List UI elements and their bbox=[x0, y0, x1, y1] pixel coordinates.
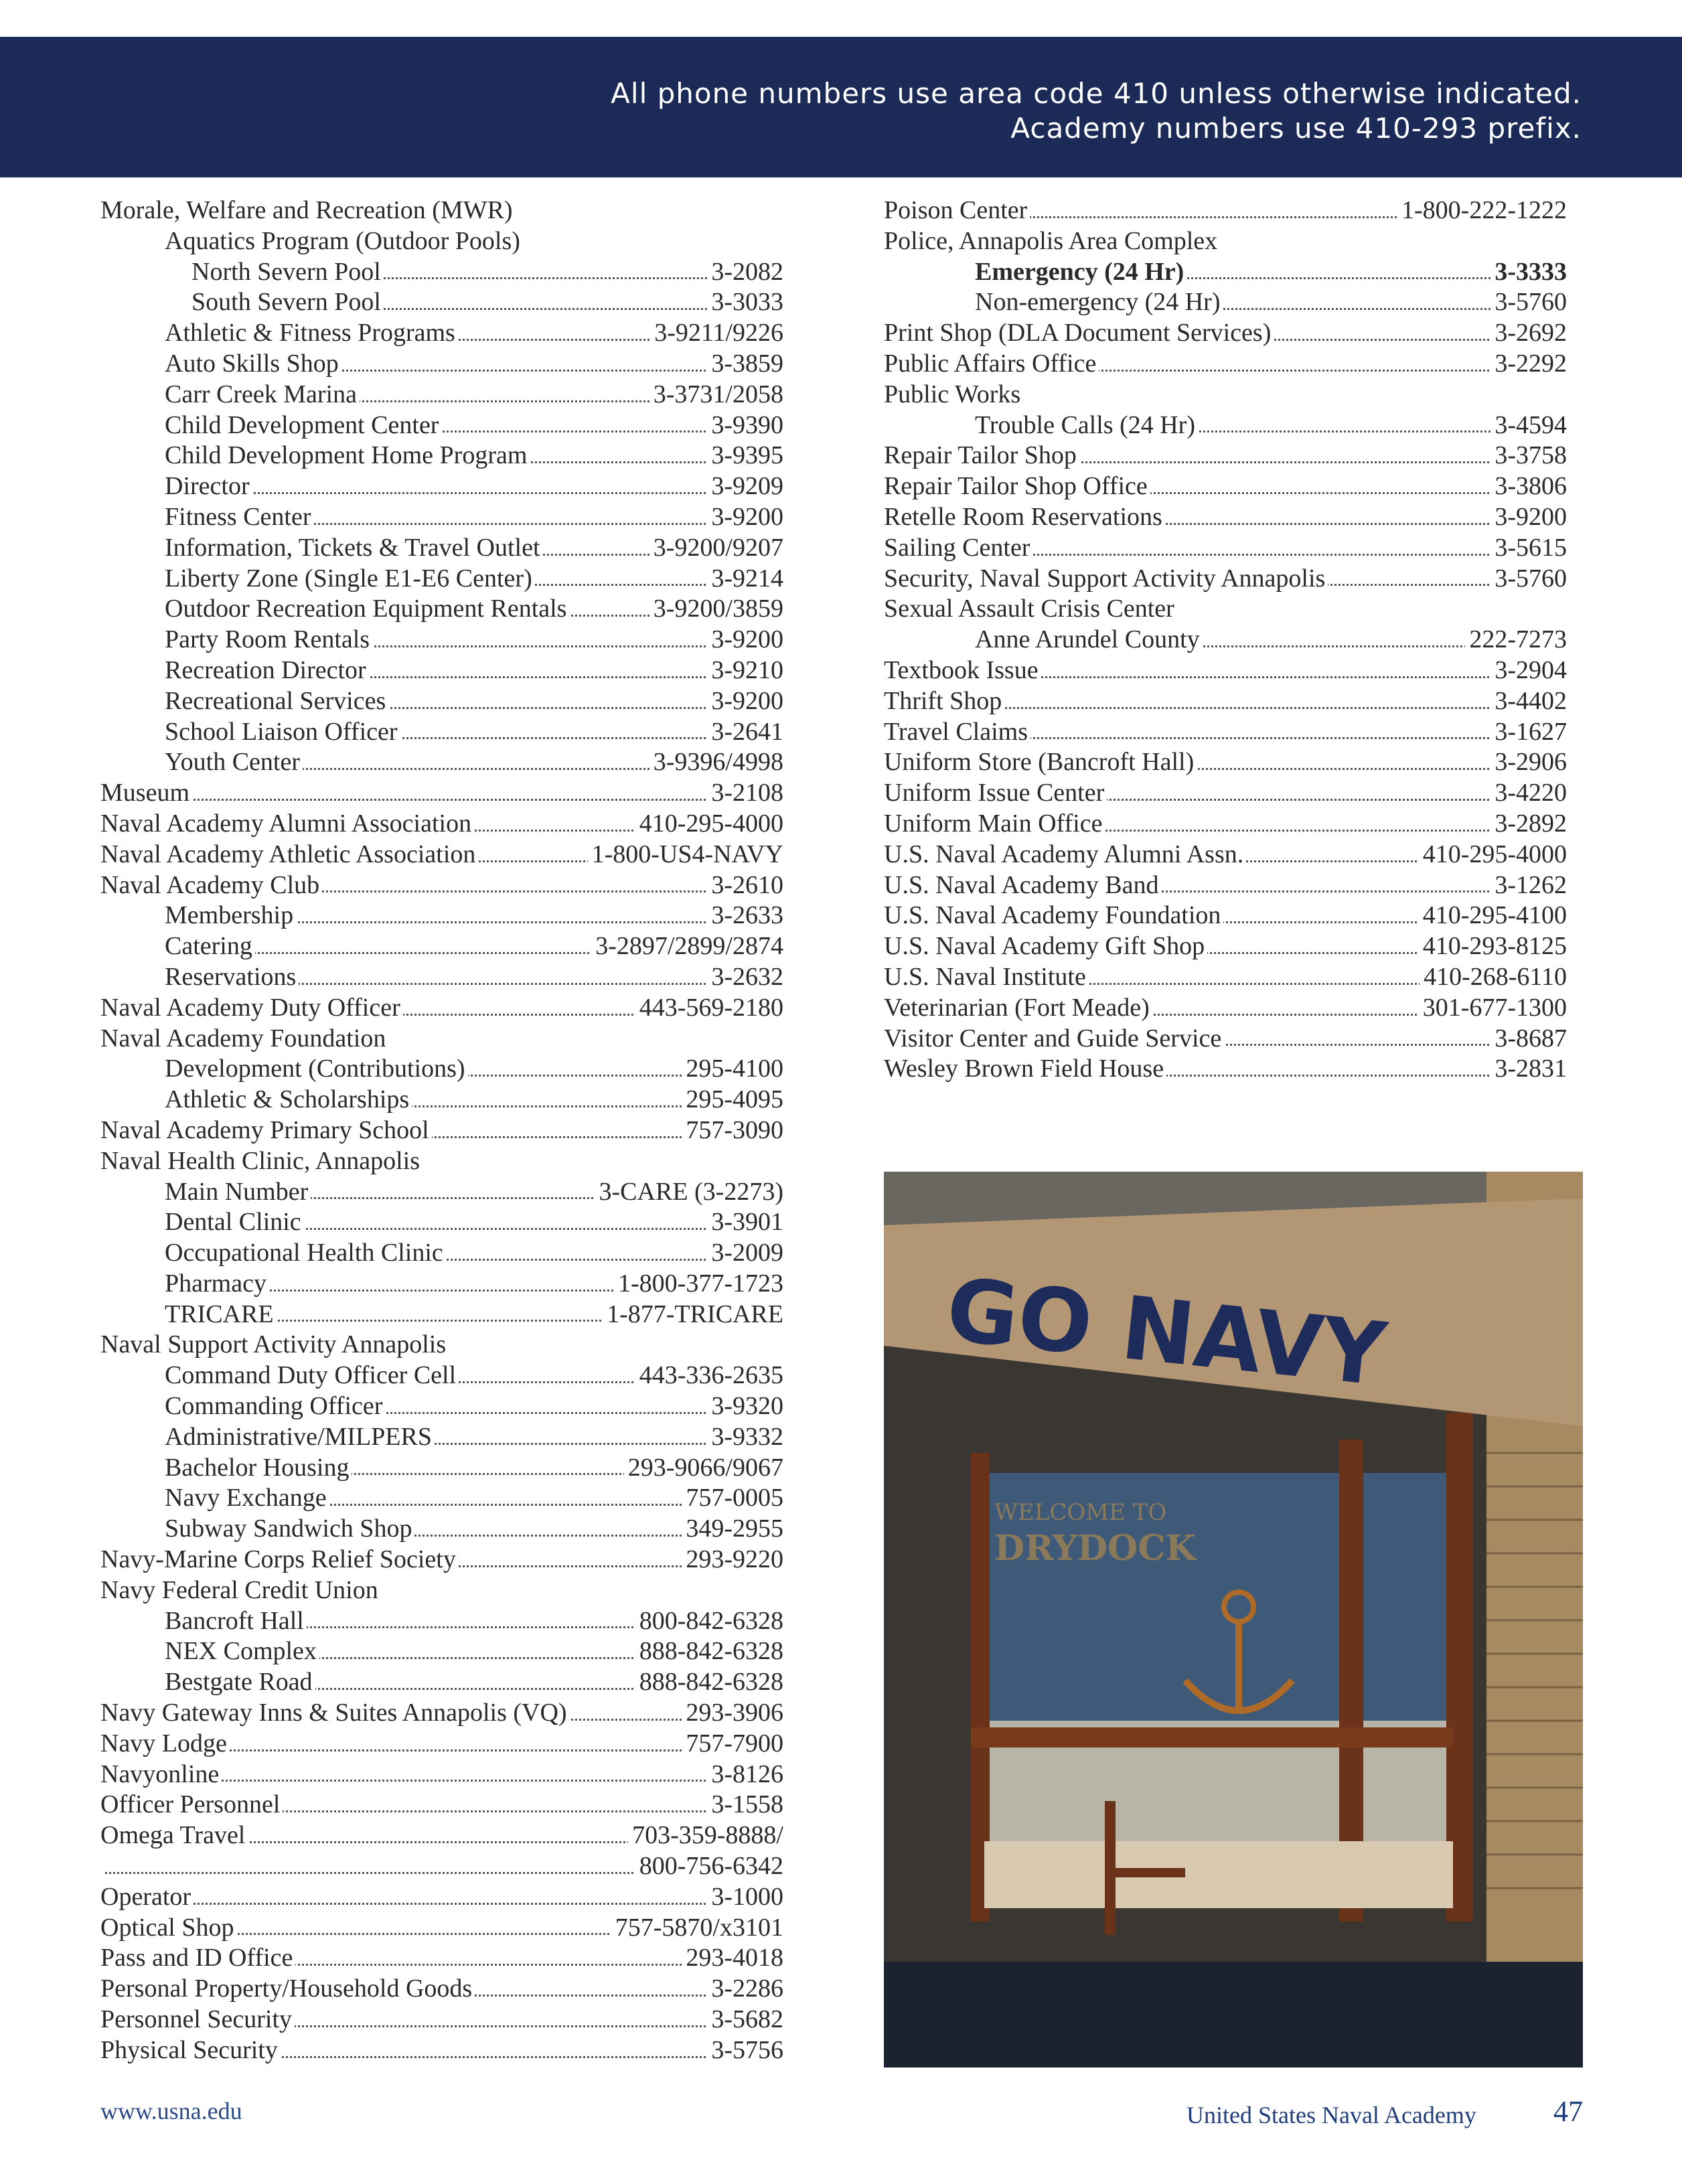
entry-phone: 295-4100 bbox=[682, 1054, 783, 1085]
entry-name: Omega Travel bbox=[100, 1821, 248, 1849]
entry-name: Navy Lodge bbox=[100, 1729, 230, 1758]
directory-entry bbox=[100, 1545, 783, 1575]
entry-phone: 3-2633 bbox=[707, 901, 783, 931]
directory-entry bbox=[100, 1760, 783, 1790]
entry-phone: 3-2692 bbox=[1490, 318, 1567, 349]
directory-entry bbox=[884, 349, 1567, 380]
directory-entry bbox=[100, 870, 783, 901]
entry-phone: 293-9220 bbox=[682, 1545, 783, 1575]
directory-entry bbox=[100, 564, 783, 595]
entry-name: Naval Academy Athletic Association bbox=[100, 840, 478, 868]
entry-name: Repair Tailor Shop bbox=[884, 441, 1079, 469]
entry-name: U.S. Naval Institute bbox=[884, 963, 1089, 991]
entry-phone: 3-5682 bbox=[707, 2005, 783, 2035]
entry-phone: 3-3333 bbox=[1490, 257, 1567, 288]
directory-entry bbox=[884, 870, 1567, 901]
entry-phone: 3-9200 bbox=[707, 686, 783, 717]
directory-entry bbox=[884, 1024, 1567, 1055]
directory-entry bbox=[100, 1851, 783, 1882]
directory-entry bbox=[100, 1360, 783, 1391]
entry-name: Recreational Services bbox=[165, 687, 388, 715]
directory-entry bbox=[100, 2005, 783, 2035]
directory-entry bbox=[100, 1177, 783, 1208]
directory-entry bbox=[100, 257, 783, 288]
directory-entry bbox=[100, 778, 783, 809]
entry-phone: 3-9200 bbox=[707, 625, 783, 655]
entry-phone: 757-3090 bbox=[682, 1115, 783, 1146]
entry-name: Wesley Brown Field House bbox=[884, 1055, 1166, 1083]
entry-name: Naval Academy Club bbox=[100, 871, 322, 899]
directory-entry bbox=[100, 1269, 783, 1300]
entry-phone: 3-CARE (3-2273) bbox=[595, 1177, 783, 1208]
entry-name: Print Shop (DLA Document Services) bbox=[884, 319, 1274, 347]
entry-name: Bancroft Hall bbox=[165, 1607, 307, 1635]
entry-name: Aquatics Program (Outdoor Pools) bbox=[165, 227, 523, 255]
directory-entry bbox=[884, 962, 1567, 993]
banner-text: GO NAVY bbox=[941, 1258, 1391, 1406]
header-banner bbox=[0, 37, 1682, 177]
entry-phone: 410-295-4100 bbox=[1419, 901, 1567, 931]
entry-phone: 3-2610 bbox=[707, 870, 783, 901]
entry-name bbox=[100, 1852, 103, 1880]
entry-name: Navy Gateway Inns & Suites Annapolis (VQ) bbox=[100, 1699, 570, 1727]
directory-entry bbox=[884, 809, 1567, 840]
directory-entry bbox=[100, 1974, 783, 2005]
entry-name: Public Affairs Office bbox=[884, 349, 1099, 378]
entry-phone: 3-9320 bbox=[707, 1391, 783, 1422]
directory-right-column bbox=[884, 196, 1567, 1085]
directory-entry bbox=[884, 318, 1567, 349]
directory-entry bbox=[100, 318, 783, 349]
entry-name: Morale, Welfare and Recreation (MWR) bbox=[100, 196, 516, 224]
entry-name: Carr Creek Marina bbox=[165, 380, 360, 408]
entry-phone: 3-9200/9207 bbox=[649, 533, 783, 564]
directory-left-column bbox=[100, 196, 783, 2066]
directory-entry bbox=[884, 840, 1567, 870]
entry-phone: 1-800-US4-NAVY bbox=[588, 840, 783, 870]
directory-entry bbox=[100, 747, 783, 778]
directory-entry bbox=[100, 1054, 783, 1085]
entry-phone: 3-1000 bbox=[707, 1882, 783, 1913]
entry-name: Retelle Room Reservations bbox=[884, 503, 1165, 531]
directory-entry bbox=[884, 287, 1567, 318]
entry-phone: 3-9395 bbox=[707, 441, 783, 471]
directory-entry bbox=[100, 931, 783, 962]
entry-name: Liberty Zone (Single E1-E6 Center) bbox=[165, 564, 535, 593]
directory-entry bbox=[100, 625, 783, 655]
drydock-photo bbox=[884, 1172, 1583, 2068]
entry-name: TRICARE bbox=[165, 1300, 277, 1328]
entry-phone: 3-4402 bbox=[1490, 686, 1567, 717]
directory-entry bbox=[884, 502, 1567, 533]
directory-entry bbox=[100, 1115, 783, 1146]
entry-name: Administrative/MILPERS bbox=[165, 1423, 435, 1451]
entry-name: Outdoor Recreation Equipment Rentals bbox=[165, 595, 569, 623]
entry-name: Security, Naval Support Activity Annapolis bbox=[884, 564, 1328, 593]
entry-phone: 349-2955 bbox=[682, 1514, 783, 1545]
entry-name: Uniform Store (Bancroft Hall) bbox=[884, 748, 1197, 776]
entry-phone: 3-2286 bbox=[707, 1974, 783, 2005]
entry-phone: 800-842-6328 bbox=[635, 1606, 783, 1637]
dot-leader bbox=[100, 1903, 783, 1905]
directory-entry bbox=[100, 410, 783, 441]
entry-phone: 888-842-6328 bbox=[635, 1636, 783, 1667]
entry-phone: 3-9332 bbox=[707, 1422, 783, 1453]
directory-entry bbox=[100, 1943, 783, 1974]
entry-name: Recreation Director bbox=[165, 656, 369, 684]
entry-phone: 3-9200 bbox=[1490, 502, 1567, 533]
directory-entry bbox=[100, 1422, 783, 1453]
directory-entry bbox=[100, 1575, 783, 1606]
area-code-note: All phone numbers use area code 410 unless otherwise indicated. bbox=[611, 77, 1582, 110]
entry-phone: 3-9209 bbox=[707, 471, 783, 502]
entry-phone: 757-7900 bbox=[682, 1729, 783, 1760]
sign-welcome: WELCOME TO bbox=[994, 1499, 1167, 1526]
entry-phone: 301-677-1300 bbox=[1419, 993, 1567, 1024]
entry-name: Navyonline bbox=[100, 1760, 222, 1788]
entry-name: Membership bbox=[165, 901, 296, 929]
entry-name: South Severn Pool bbox=[192, 288, 384, 316]
entry-name: Poison Center bbox=[884, 196, 1030, 224]
directory-entry bbox=[884, 901, 1567, 931]
dot-leader bbox=[100, 799, 783, 801]
entry-phone: 3-2082 bbox=[707, 257, 783, 288]
entry-name: Repair Tailor Shop Office bbox=[884, 472, 1150, 500]
entry-phone: 888-842-6328 bbox=[635, 1667, 783, 1698]
entry-phone: 443-336-2635 bbox=[635, 1360, 783, 1391]
directory-entry bbox=[884, 747, 1567, 778]
entry-name: Information, Tickets & Travel Outlet bbox=[165, 534, 543, 562]
entry-phone: 443-569-2180 bbox=[635, 993, 783, 1024]
entry-name: U.S. Naval Academy Foundation bbox=[884, 901, 1223, 929]
directory-entry bbox=[100, 1146, 783, 1177]
entry-phone: 3-9200/3859 bbox=[649, 594, 783, 625]
entry-name: Youth Center bbox=[165, 748, 303, 776]
directory-entry bbox=[100, 809, 783, 840]
entry-phone: 293-3906 bbox=[682, 1698, 783, 1729]
entry-phone: 410-268-6110 bbox=[1420, 962, 1567, 993]
directory-entry bbox=[884, 471, 1567, 502]
entry-name: Officer Personnel bbox=[100, 1790, 283, 1818]
directory-entry bbox=[100, 1330, 783, 1360]
entry-phone: 222-7273 bbox=[1465, 625, 1567, 655]
directory-entry bbox=[100, 1085, 783, 1115]
entry-name: Naval Support Activity Annapolis bbox=[100, 1330, 449, 1358]
entry-phone: 3-5615 bbox=[1490, 533, 1567, 564]
entry-phone: 1-800-377-1723 bbox=[614, 1269, 783, 1300]
entry-name: Athletic & Fitness Programs bbox=[165, 319, 458, 347]
entry-name: Bestgate Road bbox=[165, 1668, 315, 1696]
entry-name: Navy-Marine Corps Relief Society bbox=[100, 1545, 459, 1573]
entry-name: Occupational Health Clinic bbox=[165, 1239, 446, 1267]
directory-entry bbox=[100, 1483, 783, 1514]
entry-phone: 757-5870/x3101 bbox=[611, 1913, 783, 1944]
entry-name: Navy Federal Credit Union bbox=[100, 1576, 381, 1604]
directory-entry bbox=[100, 1820, 783, 1851]
directory-entry bbox=[884, 441, 1567, 471]
entry-name: Travel Claims bbox=[884, 718, 1030, 746]
directory-entry bbox=[100, 226, 783, 257]
entry-name: Reservations bbox=[165, 963, 299, 991]
directory-entry bbox=[100, 1698, 783, 1729]
dot-leader bbox=[165, 492, 783, 494]
entry-phone: 3-9214 bbox=[707, 564, 783, 595]
directory-entry bbox=[884, 257, 1567, 288]
directory-entry bbox=[100, 1514, 783, 1545]
directory-entry bbox=[884, 686, 1567, 717]
entry-phone: 3-5760 bbox=[1490, 287, 1567, 318]
entry-name: Pass and ID Office bbox=[100, 1944, 295, 1972]
entry-phone: 3-1262 bbox=[1490, 870, 1567, 901]
entry-name: U.S. Naval Academy Gift Shop bbox=[884, 932, 1207, 960]
entry-phone: 3-2892 bbox=[1490, 809, 1567, 840]
entry-phone: 1-800-222-1222 bbox=[1397, 196, 1567, 226]
entry-name: Main Number bbox=[165, 1178, 311, 1206]
entry-name: Museum bbox=[100, 779, 192, 807]
entry-phone: 3-2009 bbox=[707, 1238, 783, 1269]
directory-entry bbox=[100, 196, 783, 226]
directory-entry bbox=[100, 1667, 783, 1698]
directory-entry bbox=[100, 1238, 783, 1269]
directory-entry bbox=[100, 349, 783, 380]
directory-entry bbox=[100, 901, 783, 931]
entry-phone: 3-9200 bbox=[707, 502, 783, 533]
entry-phone: 410-295-4000 bbox=[1419, 840, 1567, 870]
entry-phone: 3-5756 bbox=[707, 2035, 783, 2066]
entry-phone: 3-9390 bbox=[707, 410, 783, 441]
entry-name: Police, Annapolis Area Complex bbox=[884, 227, 1220, 255]
footer-institution: United States Naval Academy bbox=[1187, 2102, 1476, 2128]
directory-entry bbox=[884, 1054, 1567, 1085]
directory-entry bbox=[100, 655, 783, 686]
entry-phone: 3-2897/2899/2874 bbox=[591, 931, 783, 962]
directory-entry bbox=[100, 1024, 783, 1055]
entry-name: U.S. Naval Academy Band bbox=[884, 871, 1162, 899]
entry-phone: 293-9066/9067 bbox=[624, 1453, 783, 1484]
entry-phone: 3-1627 bbox=[1490, 717, 1567, 748]
entry-name: Commanding Officer bbox=[165, 1392, 385, 1420]
entry-phone: 703-359-8888/ bbox=[628, 1820, 783, 1851]
directory-entry bbox=[884, 533, 1567, 564]
directory-entry bbox=[100, 502, 783, 533]
directory-entry bbox=[100, 1391, 783, 1422]
directory-entry bbox=[100, 2035, 783, 2066]
entry-name: Personal Property/Household Goods bbox=[100, 1974, 475, 2003]
directory-entry bbox=[100, 594, 783, 625]
entry-name: U.S. Naval Academy Alumni Assn. bbox=[884, 840, 1246, 868]
directory-entry bbox=[100, 287, 783, 318]
entry-name: Uniform Main Office bbox=[884, 809, 1105, 838]
entry-name: Command Duty Officer Cell bbox=[165, 1361, 459, 1389]
entry-name: Naval Academy Alumni Association bbox=[100, 809, 474, 838]
entry-name: Auto Skills Shop bbox=[165, 349, 341, 378]
directory-entry bbox=[100, 1882, 783, 1913]
entry-name: Textbook Issue bbox=[884, 656, 1041, 684]
entry-name: Thrift Shop bbox=[884, 687, 1004, 715]
entry-name: NEX Complex bbox=[165, 1637, 319, 1665]
directory-entry bbox=[100, 993, 783, 1024]
directory-entry bbox=[100, 1790, 783, 1820]
entry-phone: 3-3033 bbox=[707, 287, 783, 318]
entry-phone: 3-2904 bbox=[1490, 655, 1567, 686]
entry-name: Public Works bbox=[884, 380, 1023, 408]
entry-name: Operator bbox=[100, 1883, 194, 1911]
entry-phone: 3-3758 bbox=[1490, 441, 1567, 471]
entry-phone: 3-1558 bbox=[707, 1790, 783, 1820]
entry-phone: 3-2906 bbox=[1490, 747, 1567, 778]
entry-name: Naval Academy Primary School bbox=[100, 1116, 432, 1144]
entry-name: Child Development Center bbox=[165, 411, 441, 439]
entry-name: Fitness Center bbox=[165, 503, 313, 531]
directory-entry bbox=[100, 686, 783, 717]
directory-entry bbox=[100, 962, 783, 993]
entry-name: School Liaison Officer bbox=[165, 718, 400, 746]
directory-entry bbox=[884, 226, 1567, 257]
directory-entry bbox=[884, 778, 1567, 809]
entry-phone: 3-4220 bbox=[1490, 778, 1567, 809]
entry-name: North Severn Pool bbox=[192, 258, 384, 286]
directory-entry bbox=[100, 471, 783, 502]
directory-entry bbox=[100, 1729, 783, 1760]
entry-phone: 410-293-8125 bbox=[1419, 931, 1567, 962]
entry-name: Party Room Rentals bbox=[165, 625, 372, 653]
page-number: 47 bbox=[1553, 2095, 1583, 2128]
entry-name: Personnel Security bbox=[100, 2005, 295, 2033]
sign-drydock: DRYDOCK bbox=[994, 1528, 1196, 1569]
directory-entry bbox=[100, 717, 783, 748]
entry-name: Uniform Issue Center bbox=[884, 779, 1107, 807]
entry-phone: 3-2641 bbox=[707, 717, 783, 748]
directory-entry bbox=[884, 717, 1567, 748]
directory-entry bbox=[100, 840, 783, 870]
entry-phone: 3-3901 bbox=[707, 1207, 783, 1238]
entry-name: Sexual Assault Crisis Center bbox=[884, 595, 1177, 623]
entry-phone: 3-4594 bbox=[1490, 410, 1567, 441]
entry-phone: 800-756-6342 bbox=[635, 1851, 783, 1882]
directory-entry bbox=[100, 1913, 783, 1944]
entry-phone: 3-8126 bbox=[707, 1760, 783, 1790]
prefix-note: Academy numbers use 410-293 prefix. bbox=[1010, 112, 1582, 145]
entry-phone: 3-3859 bbox=[707, 349, 783, 380]
entry-phone: 3-9396/4998 bbox=[649, 747, 783, 778]
entry-phone: 3-9210 bbox=[707, 655, 783, 686]
entry-name: Naval Academy Foundation bbox=[100, 1024, 388, 1052]
entry-name: Visitor Center and Guide Service bbox=[884, 1024, 1224, 1052]
directory-entry bbox=[884, 564, 1567, 595]
entry-name: Non-emergency (24 Hr) bbox=[975, 288, 1223, 316]
directory-entry bbox=[100, 1453, 783, 1484]
entry-name: Physical Security bbox=[100, 2036, 281, 2064]
entry-name: Development (Contributions) bbox=[165, 1055, 468, 1083]
entry-name: Catering bbox=[165, 932, 255, 960]
entry-phone: 3-3731/2058 bbox=[649, 380, 783, 410]
directory-entry bbox=[884, 625, 1567, 655]
entry-phone: 1-877-TRICARE bbox=[603, 1300, 783, 1330]
entry-name: Naval Health Clinic, Annapolis bbox=[100, 1147, 423, 1175]
directory-entry bbox=[100, 380, 783, 410]
entry-name: Navy Exchange bbox=[165, 1484, 329, 1512]
entry-name: Veterinarian (Fort Meade) bbox=[884, 994, 1152, 1022]
entry-name: Athletic & Scholarships bbox=[165, 1085, 412, 1113]
directory-entry bbox=[100, 533, 783, 564]
directory-entry bbox=[884, 655, 1567, 686]
directory-entry bbox=[100, 441, 783, 471]
entry-name: Dental Clinic bbox=[165, 1208, 304, 1236]
entry-name: Subway Sandwich Shop bbox=[165, 1514, 414, 1543]
entry-name: Bachelor Housing bbox=[165, 1454, 352, 1482]
directory-entry bbox=[884, 993, 1567, 1024]
entry-name: Anne Arundel County bbox=[975, 625, 1203, 653]
directory-entry bbox=[884, 410, 1567, 441]
directory-entry bbox=[100, 1207, 783, 1238]
directory-entry bbox=[100, 1606, 783, 1637]
directory-entry bbox=[884, 380, 1567, 410]
entry-phone: 3-2292 bbox=[1490, 349, 1567, 380]
entry-phone: 3-2632 bbox=[707, 962, 783, 993]
entry-phone: 3-3806 bbox=[1490, 471, 1567, 502]
footer-url[interactable]: www.usna.edu bbox=[100, 2098, 242, 2124]
directory-entry bbox=[100, 1636, 783, 1667]
entry-name: Optical Shop bbox=[100, 1914, 236, 1942]
directory-entry bbox=[100, 1300, 783, 1330]
entry-phone: 293-4018 bbox=[682, 1943, 783, 1974]
entry-phone: 295-4095 bbox=[682, 1085, 783, 1115]
entry-phone: 410-295-4000 bbox=[635, 809, 783, 840]
entry-name: Sailing Center bbox=[884, 534, 1033, 562]
entry-name: Naval Academy Duty Officer bbox=[100, 994, 403, 1022]
directory-entry bbox=[884, 594, 1567, 625]
entry-phone: 757-0005 bbox=[682, 1483, 783, 1514]
directory-entry bbox=[884, 196, 1567, 226]
entry-phone: 3-9211/9226 bbox=[650, 318, 783, 349]
entry-phone: 3-5760 bbox=[1490, 564, 1567, 595]
entry-phone: 3-2108 bbox=[707, 778, 783, 809]
entry-name: Director bbox=[165, 472, 252, 500]
entry-name: Trouble Calls (24 Hr) bbox=[975, 411, 1198, 439]
entry-name: Emergency (24 Hr) bbox=[975, 258, 1187, 286]
entry-name: Child Development Home Program bbox=[165, 441, 530, 469]
entry-name: Pharmacy bbox=[165, 1269, 269, 1298]
entry-phone: 3-2831 bbox=[1490, 1054, 1567, 1085]
entry-phone: 3-8687 bbox=[1490, 1024, 1567, 1055]
directory-entry bbox=[884, 931, 1567, 962]
